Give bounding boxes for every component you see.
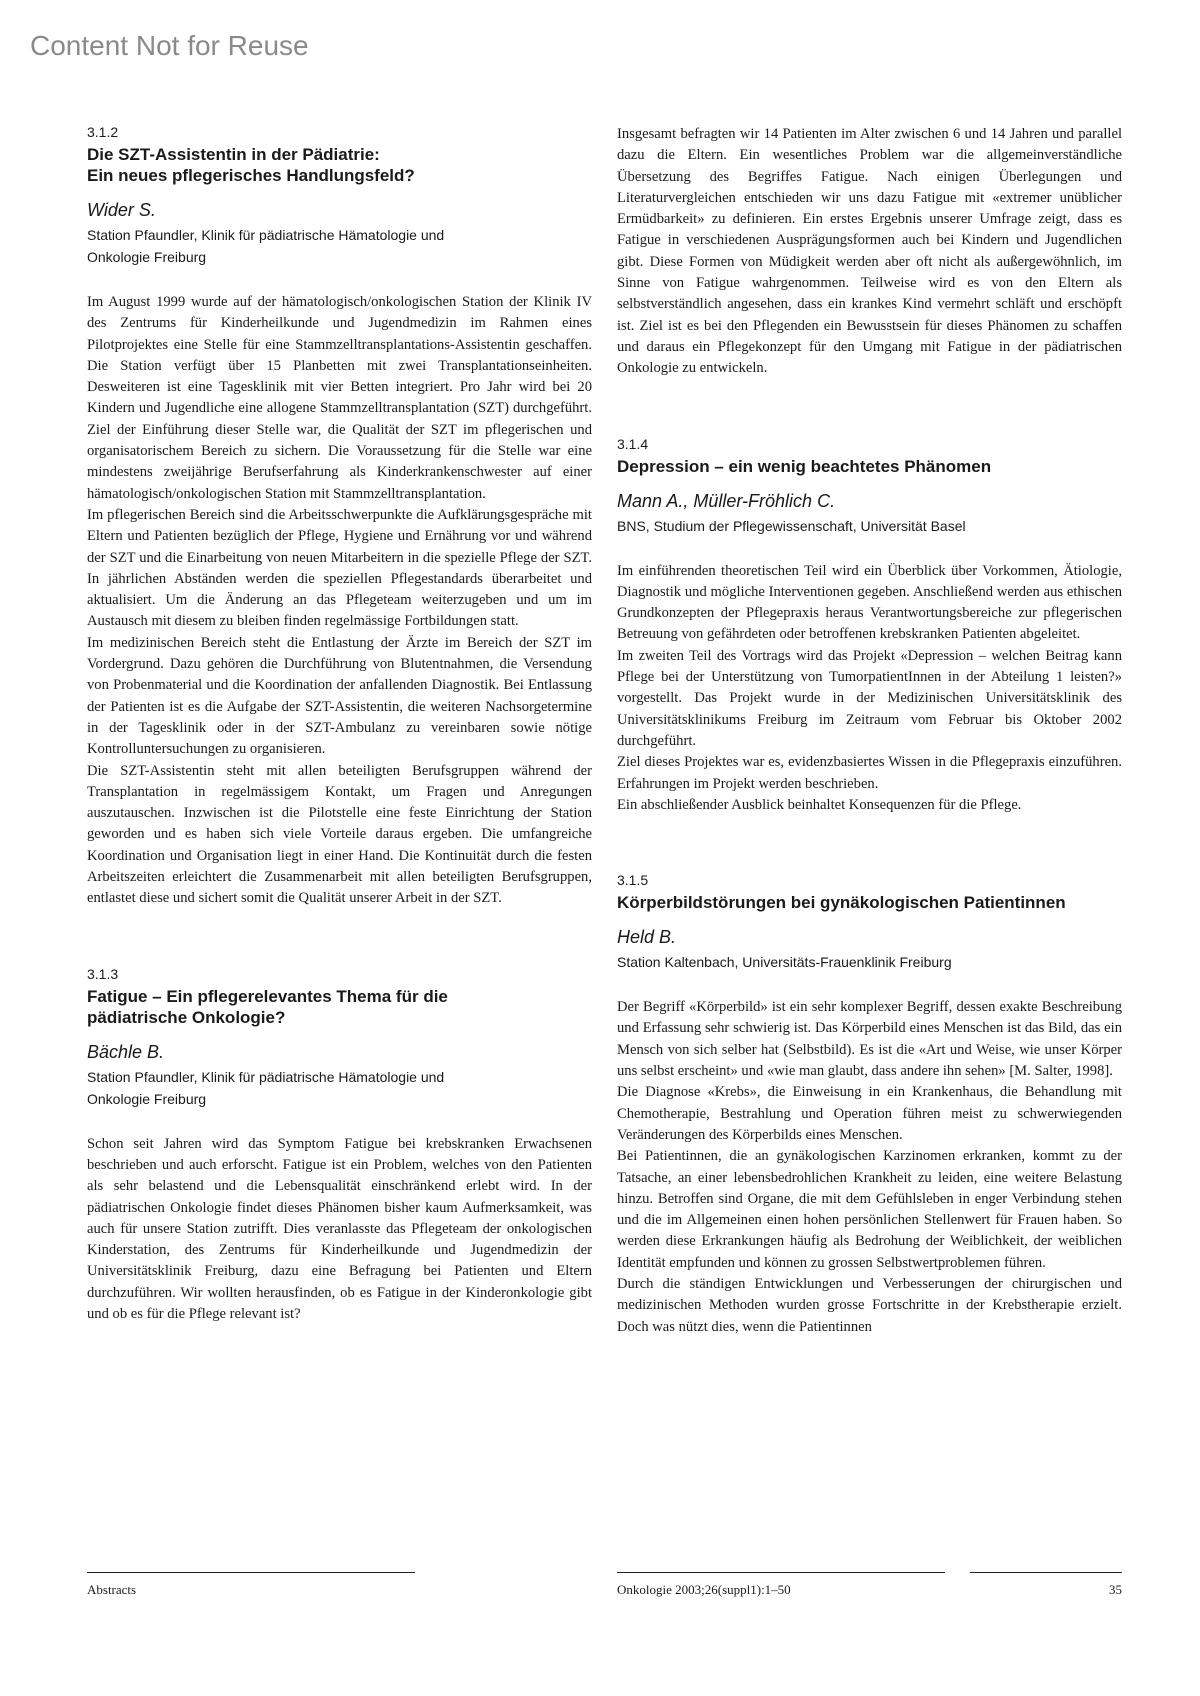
abstract-3-1-3 [87, 966, 592, 1326]
abstract-3-1-4 [617, 436, 1122, 817]
paragraph: Der Begriff «Körperbild» ist ein sehr komplexer Begriff, dessen exakte Beschreibung und Erfassung sehr schwierig ist. Das Körperbild eines Menschen ist das Bild, das ein Mensch von sich selber hat (Selbstbild). Es ist die «Art und Weise, wie unser Körper uns selbst erscheint» und «wie man glaubt, dass andere ihn sehen» [M. Salter, 1998]. [617, 999, 1122, 1080]
section-number: 3.1.4 [617, 435, 649, 452]
affiliation-line: Station Pfaundler, Klinik für pädiatrische Hämatologie und [87, 1068, 445, 1085]
paragraph: Bei Patientinnen, die an gynäkologischen Karzinomen erkranken, kommt zu der Tatsache, an einer lebensbedrohlichen Krankheit zu leiden, eine weitere Belastung hinzu. Betroffen sind Organe, die mit dem Gefühlsleben in enger Verbindung stehen und die im Allgemeinen einen hohen persönlichen Stellenwert für Frauen haben. So werden diese Erkrankungen häufig als Bedrohung der Weiblichkeit, der weiblichen Identität empfunden und können zu grossen Selbstwertproblemen führen. [617, 1148, 1122, 1271]
section-number: 3.1.3 [87, 965, 119, 982]
affiliation: Station Kaltenbach, Universitäts-Frauenklinik Freiburg [617, 954, 952, 971]
abstract-body [617, 124, 1122, 380]
paragraph: Im August 1999 wurde auf der hämatologisch/onkologischen Station der Klinik IV des Zentrums für Kinderheilkunde und Jugendmedizin im Rahmen eines Pilotprojektes eine Stelle für eine Stammzelltransplantations-Assistentin geschaffen. Die Station verfügt über 15 Planbetten mit zwei Transplantationseinheiten. Desweiteren ist eine Tagesklinik mit vier Betten integriert. Pro Jahr wird bei 20 Kindern und Jugendliche eine allogene Stammzelltransplantation (SZT) durchgeführt. Ziel der Einführung dieser Stelle war, die Qualität der SZT im pflegerischen und organisatorischem Bereich zu sichern. Die Voraussetzung für die Stelle war eine mindestens zweijährige Berufserfahrung als Kinderkrankenschwester auf einer hämatologisch/onkologischen Station mit Stammzelltransplantation. [87, 294, 592, 502]
section-title [87, 986, 592, 1028]
author: Wider S. [87, 200, 156, 220]
affiliation [87, 1066, 592, 1110]
abstract-body [87, 292, 592, 910]
affiliation: BNS, Studium der Pflegewissenschaft, Universität Basel [617, 517, 966, 534]
abstract-3-1-2 [87, 124, 592, 910]
abstract-body [617, 997, 1122, 1338]
paragraph: Ein abschließender Ausblick beinhaltet Konsequenzen für die Pflege. [617, 796, 1022, 813]
section-title: Depression – ein wenig beachtetes Phänomen [617, 456, 992, 476]
abstract-3-1-3-continuation [617, 124, 1122, 380]
right-column [617, 124, 1122, 1394]
author: Bächle B. [87, 1041, 165, 1062]
section-number: 3.1.5 [617, 872, 649, 889]
left-column [87, 124, 592, 1381]
author: Held B. [617, 927, 677, 948]
paragraph: Die Diagnose «Krebs», die Einweisung in ein Krankenhaus, die Behandlung mit Chemotherapie, Bestrahlung und Operation führen meist zu schwerwiegenden Veränderungen des Körperbilds eines Menschen. [617, 1084, 1122, 1143]
paragraph: Im medizinischen Bereich steht die Entlastung der Ärzte im Bereich der SZT im Vordergrund. Dazu gehören die Durchführung von Blutentnahmen, die Versendung von Probenmaterial und die Koordination der anfallenden Diagnostik. Bei Entlassung der Patienten ist es die Aufgabe der SZT-Assistentin, die weiteren Nachsorgetermine in der Tagesklinik oder in der SZT-Ambulanz zu vereinbaren sowie nötige Kontrolluntersuchungen zu organisieren. [87, 634, 592, 758]
abstract-body [87, 1134, 592, 1326]
page-number: 35 [1109, 1582, 1122, 1597]
title-line: Ein neues pflegerisches Handlungsfeld? [87, 166, 415, 185]
section-title: Körperbildstörungen bei gynäkologischen Patientinnen [617, 893, 1066, 913]
title-line: Die SZT-Assistentin in der Pädiatrie: [87, 145, 380, 164]
section-number: 3.1.2 [87, 124, 119, 140]
affiliation [87, 224, 592, 268]
paragraph: Durch die ständigen Entwicklungen und Verbesserungen der chirurgischen und medizinischen Methoden wurden grosse Fortschritte in der Krebstherapie erzielt. Doch was nützt dies, wenn die Patientinnen [617, 1275, 1122, 1335]
abstract-3-1-5 [617, 872, 1122, 1338]
footer-rule-center [617, 1572, 945, 1573]
paragraph: Insgesamt befragten wir 14 Patienten im Alter zwischen 6 und 14 Jahren und parallel dazu die Eltern. Ein wesentliches Problem war die allgemeinverständliche Übersetzung des Begriffes Fatigue. Nach einigen Überlegungen und Literaturvergleichen entschieden wir uns dazu Fatigue mit «extremer unüblicher Ermüdbarkeit» zu definieren. Ein erstes Ergebnis unserer Umfrage zeigt, dass es Fatigue in verschiedenen Ausprägungsformen auch bei Kindern und Jugendlichen gibt. Diese Formen von Müdigkeit werden aber oft nicht als außergewöhnlich, im Sinne von Fatigue wahrgenommen. Teilweise wird es von den Eltern als selbstverständlich angesehen, dass ein krankes Kind vermehrt schläft und erschöpft ist. Ziel ist es bei den Pflegenden ein Bewusstsein für dieses Phänomen zu schaffen und daraus ein Pflegekonzept für den Umgang mit Fatigue in der pädiatrischen Onkologie zu entwickeln. [617, 126, 1122, 377]
paragraph: Im einführenden theoretischen Teil wird ein Überblick über Vorkommen, Ätiologie, Diagnostik und mögliche Interventionen gegeben. Anschließend werden aus ethischen Grundkonzepten der Pflegepraxis heraus Verantwortungsbereiche zur pflegerischen Betreuung von gefährdeten oder betroffenen krebskranken Patienten abgeleitet. [617, 562, 1122, 643]
footer-rule-left [87, 1572, 415, 1573]
affiliation-line: Station Pfaundler, Klinik für pädiatrische Hämatologie und [87, 227, 445, 243]
paragraph: Im pflegerischen Bereich sind die Arbeitsschwerpunkte die Aufklärungsgespräche mit Eltern und Patienten bezüglich der Pflege, Hygiene und Ernährung vor und während der SZT und die Einarbeitung von neuen Mitarbeitern in die spezielle Pflege der SZT. In jährlichen Abständen werden die speziellen Pflegestandards überarbeitet und aktualisiert. Um die Änderung an das Pflegeteam weiterzugeben und um im Austausch mit diesem zu bleiben finden regelmässige Fortbildungen statt. [87, 506, 592, 630]
section-title [87, 144, 592, 186]
paragraph: Schon seit Jahren wird das Symptom Fatigue bei krebskranken Erwachsenen beschrieben und auch erforscht. Fatigue ist ein Problem, welches von den Patienten als sehr belastend und die Lebensqualität einschränkend erlebt wird. In der pädiatrischen Onkologie findet dieses Phänomen bisher kaum Aufmerksamkeit, was auch für unsere Station zutrifft. Dies veranlasste das Pflegeteam der onkologischen Kinderstation, des Zentrums für Kinderheilkunde und Jugendmedizin der Universitätsklinik Freiburg, dazu eine Befragung bei Patienten und Eltern durchzuführen. Wir wollten herausfinden, ob es Fatigue in der Kinderonkologie gibt und ob es für die Pflege relevant ist? [87, 1135, 592, 1322]
footer-journal-section: Abstracts [87, 1582, 137, 1597]
title-line: pädiatrische Onkologie? [87, 1007, 286, 1027]
footer-citation: Onkologie 2003;26(suppl1):1–50 [617, 1582, 791, 1597]
abstract-body [617, 561, 1122, 817]
paragraph: Im zweiten Teil des Vortrags wird das Projekt «Depression – welchen Beitrag kann Pflege bei der Unterstützung von TumorpatientInnen in der Abteilung 1 leisten?» vorgestellt. Das Projekt wurde in der Medizinischen Universitätsklinik des Universitätsklinikums Freiburg im Zeitraum vom Februar bis Oktober 2002 durchgeführt. [617, 647, 1122, 749]
paragraph: Die SZT-Assistentin steht mit allen beteiligten Berufsgruppen während der Transplantation in regelmässigem Kontakt, um Fragen und Anregungen auszutauschen. Inzwischen ist die Pilotstelle eine feste Einrichtung der Station geworden und es haben sich viele Vorteile daraus ergeben. Die umfangreiche Koordination und Organisation liegt in einer Hand. Die Kontinuität durch die festen Arbeitszeiten erleichtert die Zusammenarbeit mit allen beteiligten Berufsgruppen, entlastet diese und sichert somit die Qualität unserer Arbeit in der SZT. [87, 762, 592, 907]
footer-rule-right [970, 1572, 1122, 1573]
paragraph: Ziel dieses Projektes war es, evidenzbasiertes Wissen in die Pflegepraxis einzuführen. Erfahrungen im Projekt werden beschrieben. [617, 754, 1122, 792]
watermark: Content Not for Reuse [30, 30, 309, 61]
affiliation-line: Onkologie Freiburg [87, 249, 207, 265]
title-line: Fatigue – Ein pflegerelevantes Thema für die [87, 986, 448, 1006]
affiliation-line: Onkologie Freiburg [87, 1090, 207, 1107]
author: Mann A., Müller-Fröhlich C. [617, 490, 836, 511]
